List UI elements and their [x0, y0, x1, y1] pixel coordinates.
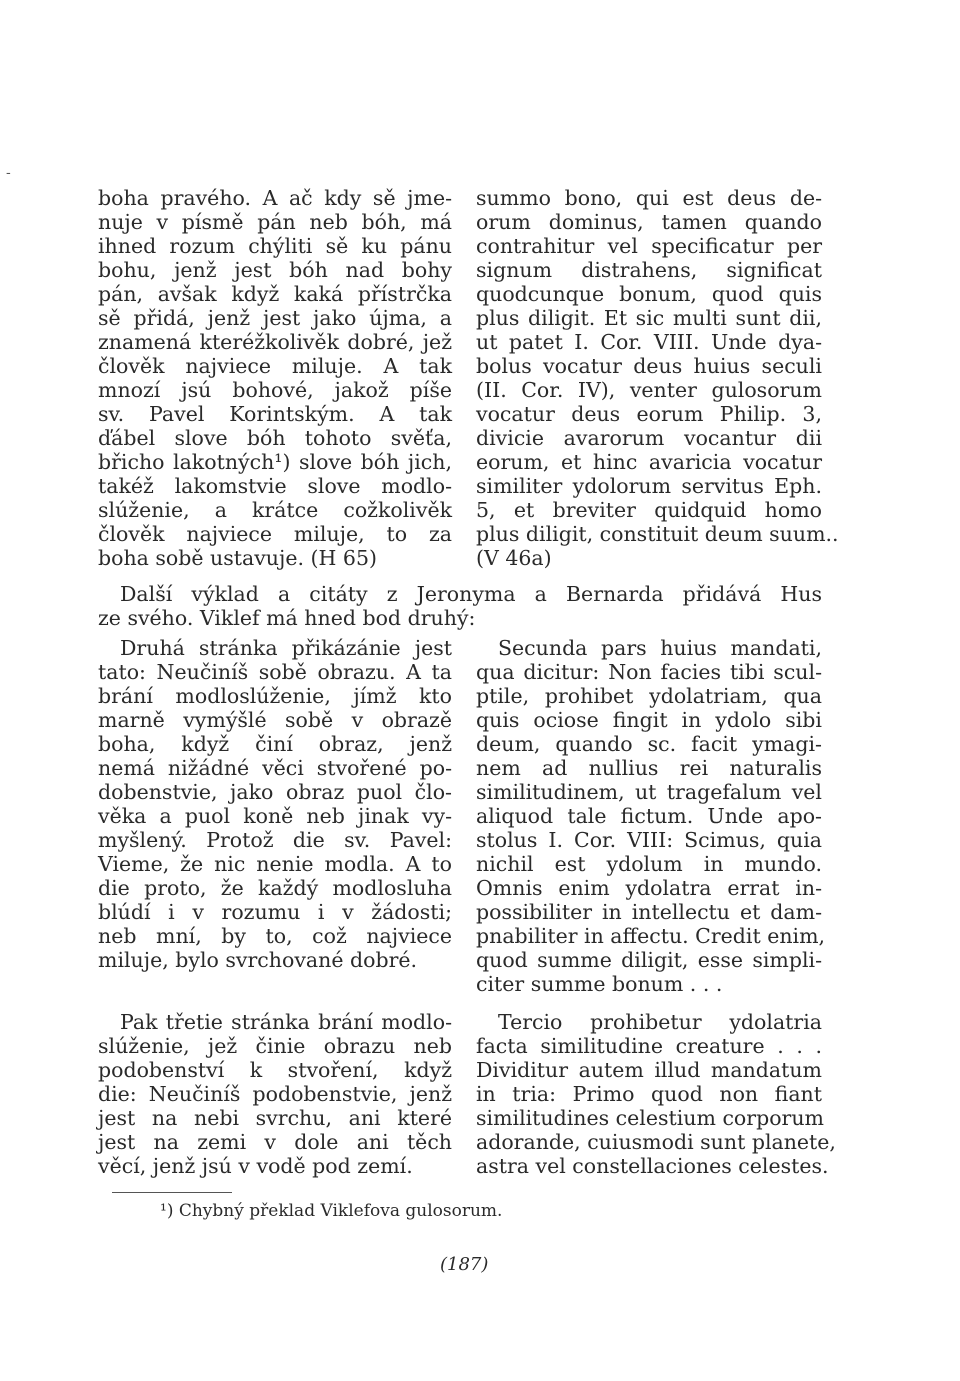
text-line: quis ociose fingit in ydolo sibi	[476, 708, 822, 732]
text-line: Secunda pars huius mandati,	[498, 636, 822, 660]
text-line: boha sobě ustavuje. (H 65)	[98, 546, 378, 570]
text-line: miluje, bylo svrchované dobré.	[98, 948, 418, 972]
text-line: věcí, jenž jsú v vodě pod zemí.	[98, 1154, 413, 1178]
text-line: die: Neučiníš podobenstvie, jenž	[98, 1082, 452, 1106]
text-line: slúženie, a krátce cožkolivěk	[98, 498, 452, 522]
text-line: jest na zemi v dole ani těch	[98, 1130, 452, 1154]
text-line: qua dicitur: Non facies tibi scul-	[476, 660, 822, 684]
text-line: eorum, et hinc avaricia vocatur	[476, 450, 822, 474]
text-line: 5, et breviter quidquid homo	[476, 498, 822, 522]
text-line: quod summe diligit, esse simpli-	[476, 948, 822, 972]
full-width-line: Další výklad a citáty z Jeronyma a Bernarda přidává Hus	[120, 582, 822, 606]
text-line: pnabiliter in affectu. Credit enim,	[476, 924, 826, 948]
text-line: brání modloslúženie, jímž kto	[98, 684, 452, 708]
text-line: ďábel slove bóh tohoto svěťa,	[98, 426, 452, 450]
text-line: marně vymýšlé sobě v obrazě	[98, 708, 452, 732]
text-line: člověk najviece miluje. A tak	[98, 354, 452, 378]
full-width-line: ze svého. Viklef má hned bod druhý:	[98, 606, 476, 630]
text-line: (V 46a)	[476, 546, 552, 570]
text-line: Dividitur autem illud mandatum	[476, 1058, 822, 1082]
text-line: neb mní, by to, což najviece	[98, 924, 452, 948]
margin-mark: -	[6, 165, 11, 181]
text-line: mnozí jsú bohové, jakož píše	[98, 378, 452, 402]
text-line: facta similitudine creature . . .	[476, 1034, 822, 1058]
text-line: plus diligit. Et sic multi sunt dii,	[476, 306, 822, 330]
text-line: ihned rozum chýliti sě ku pánu	[98, 234, 452, 258]
footnote: ¹) Chybný překlad Viklefova gulosorum.	[160, 1201, 503, 1221]
text-line: citer summe bonum . . .	[476, 972, 723, 996]
text-line: břicho lakotných¹) slove bóh jich,	[98, 450, 452, 474]
text-line: podobenství k stvoření, když	[98, 1058, 452, 1082]
text-line: věka a puol koně neb jinak vy-	[98, 804, 452, 828]
text-line: plus diligit, constituit deum suum..	[476, 522, 839, 546]
text-line: contrahitur vel specificatur per	[476, 234, 822, 258]
text-line: Druhá stránka přikázánie jest	[120, 636, 452, 660]
text-line: boha pravého. A ač kdy sě jme-	[98, 186, 452, 210]
page-number: (187)	[440, 1254, 489, 1275]
text-line: takéž lakomstvie slove modlo-	[98, 474, 452, 498]
text-line: Tercio prohibetur ydolatria	[498, 1010, 822, 1034]
text-line: deum, quando sc. facit ymagi-	[476, 732, 822, 756]
text-line: člověk najviece miluje, to za	[98, 522, 452, 546]
text-line: possibiliter in intellectu et dam-	[476, 900, 822, 924]
text-line: astra vel constellaciones celestes.	[476, 1154, 829, 1178]
text-line: pán, avšak když kaká přístrčka	[98, 282, 452, 306]
text-line: vocatur deus eorum Philip. 3,	[476, 402, 822, 426]
text-line: bohu, jenž jest bóh nad bohy	[98, 258, 452, 282]
text-line: die proto, že každý modlosluha	[98, 876, 452, 900]
text-line: (II. Cor. IV), venter gulosorum	[476, 378, 822, 402]
text-line: signum distrahens, significat	[476, 258, 822, 282]
text-line: Omnis enim ydolatra errat in-	[476, 876, 822, 900]
footnote-rule	[112, 1192, 232, 1193]
text-line: similitudinem, ut tragefalum vel	[476, 780, 822, 804]
text-line: nuje v písmě pán neb bóh, má	[98, 210, 452, 234]
text-line: nem ad nullius rei naturalis	[476, 756, 822, 780]
text-line: divicie avarorum vocantur dii	[476, 426, 822, 450]
text-line: znamená kteréžkolivěk dobré, jež	[98, 330, 452, 354]
text-line: nichil est ydolum in mundo.	[476, 852, 822, 876]
text-line: myšlený. Protož die sv. Pavel:	[98, 828, 452, 852]
text-line: sv. Pavel Korintským. A tak	[98, 402, 452, 426]
text-line: aliquod tale fictum. Unde apo-	[476, 804, 822, 828]
text-line: similitudines celestium corporum	[476, 1106, 824, 1130]
text-line: stolus I. Cor. VIII: Scimus, quia	[476, 828, 822, 852]
text-line: summo bono, qui est deus de-	[476, 186, 822, 210]
text-line: tato: Neučiníš sobě obrazu. A ta	[98, 660, 452, 684]
text-line: ut patet I. Cor. VIII. Unde dya-	[476, 330, 822, 354]
text-line: ptile, prohibet ydolatriam, qua	[476, 684, 822, 708]
text-line: Vieme, že nic nenie modla. A to	[98, 852, 452, 876]
text-line: similiter ydolorum servitus Eph.	[476, 474, 822, 498]
text-line: slúženie, jež činie obrazu neb	[98, 1034, 452, 1058]
text-line: jest na nebi svrchu, ani které	[98, 1106, 452, 1130]
text-line: boha, když činí obraz, jenž	[98, 732, 452, 756]
text-line: sě přidá, jenž jest jako újma, a	[98, 306, 452, 330]
text-line: in tria: Primo quod non fiant	[476, 1082, 822, 1106]
text-line: dobenstvie, jako obraz puol člo-	[98, 780, 452, 804]
text-line: adorande, cuiusmodi sunt planete,	[476, 1130, 836, 1154]
text-line: quodcunque bonum, quod quis	[476, 282, 822, 306]
text-line: blúdí i v rozumu i v žádosti;	[98, 900, 452, 924]
text-line: bolus vocatur deus huius seculi	[476, 354, 822, 378]
text-line: nemá nižádné věci stvořené po-	[98, 756, 452, 780]
text-line: orum dominus, tamen quando	[476, 210, 822, 234]
text-line: Pak třetie stránka brání modlo-	[120, 1010, 452, 1034]
